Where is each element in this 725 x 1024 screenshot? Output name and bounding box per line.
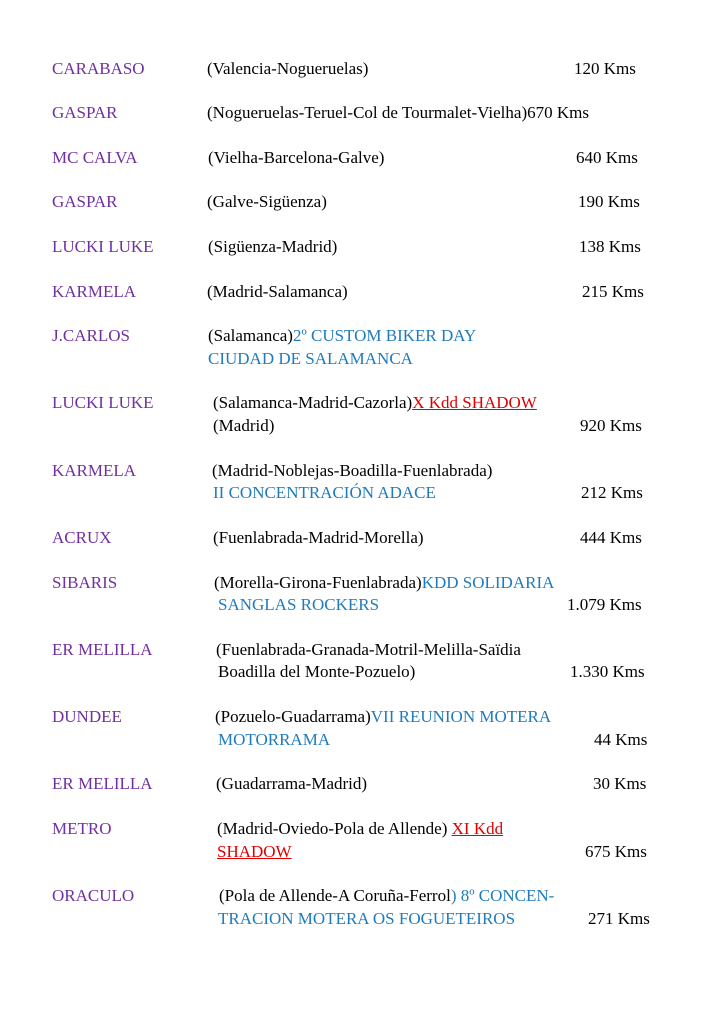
distance-text: 920 Kms [580, 416, 642, 435]
event-name: 2º CUSTOM BIKER DAY [292, 326, 477, 345]
distance-text: 1.330 Kms [570, 662, 645, 681]
route-text [207, 103, 589, 123]
route-text: (Valencia-Nogueruelas) [207, 59, 369, 78]
distance-text: 44 Kms [594, 730, 648, 749]
route-text [208, 326, 476, 346]
route-part: (Morella-Girona-Fuenlabrada) [214, 573, 422, 592]
route-part: (Pozuelo-Guadarrama) [215, 707, 371, 726]
distance-text: 190 Kms [578, 192, 640, 211]
event-name-continued: TRACION MOTERA OS FOGUETEIROS [218, 909, 516, 928]
route-part: (Salamanca-Madrid-Cazorla) [213, 393, 413, 412]
event-name: VII REUNION MOTERA [370, 707, 552, 726]
route-part: (Nogueruelas-Teruel-Col de Tourmalet-Vielha) [207, 103, 528, 122]
distance-text: 120 Kms [574, 59, 636, 78]
route-text: (Fuenlabrada-Madrid-Morella) [213, 528, 424, 547]
route-text: (Vielha-Barcelona-Galve) [208, 148, 385, 167]
event-name-continued: SANGLAS ROCKERS [218, 595, 380, 614]
route-text: (Fuenlabrada-Granada-Motril-Melilla-Saïdia [216, 640, 521, 659]
event-name-continued: MOTORRAMA [218, 730, 331, 749]
route-text: (Madrid-Noblejas-Boadilla-Fuenlabrada) [212, 461, 493, 480]
distance-text: 138 Kms [579, 237, 641, 256]
route-part: (Pola de Allende-A Coruña-Ferrol [219, 886, 451, 905]
event-name: II CONCENTRACIÓN ADACE [213, 483, 436, 502]
distance-text: 271 Kms [588, 909, 650, 928]
rider-name: CARABASO [52, 59, 145, 78]
distance-text: 30 Kms [593, 774, 647, 793]
route-text [214, 573, 554, 593]
route-text [217, 819, 503, 839]
distance-text: 215 Kms [582, 282, 644, 301]
event-link-continued[interactable]: SHADOW [217, 842, 292, 861]
event-name: KDD SOLIDARIA [421, 573, 555, 592]
event-name-continued: CIUDAD DE SALAMANCA [208, 349, 413, 368]
distance-text: 670 Kms [527, 103, 589, 122]
rider-name: KARMELA [52, 461, 137, 480]
route-text: (Guadarrama-Madrid) [216, 774, 368, 793]
route-part: (Salamanca) [208, 326, 293, 345]
distance-text: 675 Kms [585, 842, 647, 861]
rider-name: METRO [52, 819, 112, 838]
rider-name: GASPAR [52, 103, 118, 122]
route-text-continued: (Madrid) [213, 416, 275, 435]
rider-name: LUCKI LUKE [52, 237, 154, 256]
rider-name: ACRUX [52, 528, 112, 547]
rider-name: ORACULO [52, 886, 135, 905]
rider-name: GASPAR [52, 192, 118, 211]
rider-name: ER MELILLA [52, 774, 153, 793]
route-text: (Sigüenza-Madrid) [208, 237, 338, 256]
rider-name: LUCKI LUKE [52, 393, 154, 412]
distance-text: 640 Kms [576, 148, 638, 167]
route-part: (Madrid-Oviedo-Pola de Allende) [217, 819, 452, 838]
route-text: (Madrid-Salamanca) [207, 282, 348, 301]
rider-name: J.CARLOS [52, 326, 130, 345]
route-text: (Galve-Sigüenza) [207, 192, 327, 211]
rider-name: KARMELA [52, 282, 137, 301]
route-text [213, 393, 537, 413]
rider-name: MC CALVA [52, 148, 138, 167]
route-text [219, 886, 554, 906]
route-text [215, 707, 551, 727]
rider-name: SIBARIS [52, 573, 118, 592]
event-link[interactable]: X Kdd SHADOW [412, 393, 537, 412]
distance-text: 444 Kms [580, 528, 642, 547]
event-name: ) 8º CONCEN- [450, 886, 555, 905]
rider-name: ER MELILLA [52, 640, 153, 659]
event-link[interactable]: XI Kdd [451, 819, 504, 838]
distance-text: 212 Kms [581, 483, 643, 502]
route-text-continued: Boadilla del Monte-Pozuelo) [218, 662, 416, 681]
rider-name: DUNDEE [52, 707, 122, 726]
distance-text: 1.079 Kms [567, 595, 642, 614]
